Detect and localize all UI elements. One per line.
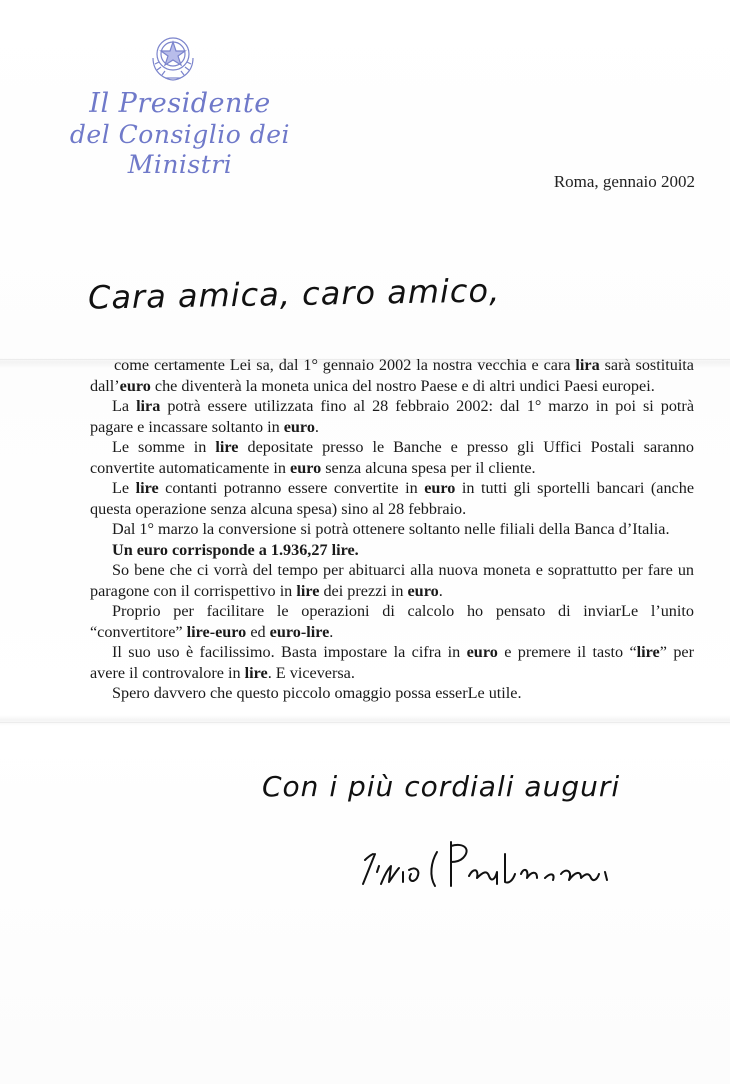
letter-paragraph	[90, 642, 694, 683]
bold-text: lire	[296, 581, 320, 600]
text-segment: depositate presso le Banche e presso gli Uffici Postali saranno convertite automaticamente in	[90, 438, 694, 477]
bold-text: lire-euro	[186, 622, 247, 641]
paper-fold-line	[0, 722, 730, 723]
text-segment: Proprio per facilitare le operazioni di calcolo ho pensato di inviarLe l’unito “convertitore”	[90, 602, 694, 641]
bold-text: euro-lire	[269, 622, 330, 641]
letterhead-title: Il Presidente	[89, 88, 271, 119]
text-segment: potrà essere utilizzata fino al 28 febbraio 2002: dal 1° marzo in poi si potrà pagare e incassare soltanto in	[90, 397, 694, 436]
bold-text: lire	[215, 438, 239, 456]
text-segment: .	[438, 581, 443, 600]
text-segment: Le somme in	[112, 438, 216, 456]
letter-paragraph	[90, 601, 694, 642]
bold-text: euro	[466, 643, 498, 661]
bold-text: lire	[636, 643, 660, 661]
bold-text: lira	[136, 397, 161, 415]
text-segment: senza alcuna spesa per il cliente.	[321, 458, 536, 477]
bold-text: euro	[290, 458, 322, 477]
bold-text: euro	[119, 376, 151, 395]
text-segment: .	[314, 417, 319, 436]
letter-paragraph	[90, 519, 694, 540]
letter-paragraph	[90, 396, 694, 437]
letter-paragraph	[90, 437, 694, 478]
letterhead	[30, 88, 330, 180]
bold-text: euro	[407, 581, 439, 600]
bold-text: lire	[244, 663, 268, 682]
text-segment: come certamente Lei sa, dal 1° gennaio 2002 la nostra vecchia e cara	[114, 356, 576, 374]
bold-text: euro	[283, 417, 315, 436]
text-segment: e premere il tasto “	[497, 643, 637, 661]
handwritten-salutation: Cara amica, caro amico,	[87, 271, 501, 317]
text-segment: che diventerà la moneta unica del nostro Paese e di altri undici Paesi europei.	[150, 376, 655, 395]
text-segment: ed	[246, 622, 270, 641]
handwritten-closing: Con i più cordiali auguri	[262, 770, 621, 803]
text-segment: So bene che ci vorrà del tempo per abituarci alla nuova moneta e soprattutto per fare un paragone con il corrispettivo in	[90, 561, 694, 600]
text-segment: dei prezzi in	[319, 581, 408, 600]
text-segment: . E viceversa.	[267, 663, 355, 682]
letter-paragraph	[90, 478, 694, 519]
text-segment: Le	[112, 479, 136, 497]
bold-text: lire	[135, 479, 159, 497]
handwritten-signature	[355, 832, 655, 892]
letter-paragraph	[90, 560, 694, 601]
letter-paragraph	[90, 540, 694, 561]
text-segment: in tutti gli sportelli bancari (anche questa operazione senza alcuna spesa) sino al 28 febbraio.	[90, 479, 694, 518]
letter-body	[90, 355, 694, 704]
text-segment: sarà sostituita dall’	[90, 356, 694, 395]
letterhead-subtitle: del Consiglio dei Ministri	[69, 120, 291, 179]
text-segment: ” per avere il controvalore in	[90, 643, 694, 682]
text-segment: Il suo uso è facilissimo. Basta impostare la cifra in	[112, 643, 467, 661]
bold-text: lira	[575, 356, 600, 374]
letter-date: Roma, gennaio 2002	[553, 172, 695, 191]
paper-fold-line	[0, 359, 730, 360]
text-segment: contanti potranno essere convertite in	[158, 479, 425, 497]
text-segment: .	[329, 622, 334, 641]
text-segment: La	[112, 397, 137, 415]
text-segment: Dal 1° marzo la conversione si potrà ottenere soltanto nelle filiali della Banca d’Italia.	[112, 520, 670, 538]
bold-text: Un euro corrisponde a 1.936,27 lire.	[112, 540, 359, 559]
letter-paragraph	[90, 683, 694, 704]
text-segment: Spero davvero che questo piccolo omaggio possa esserLe utile.	[112, 684, 522, 702]
republic-emblem-icon	[145, 28, 201, 84]
bold-text: euro	[424, 479, 456, 497]
letter-paragraph	[90, 355, 694, 396]
